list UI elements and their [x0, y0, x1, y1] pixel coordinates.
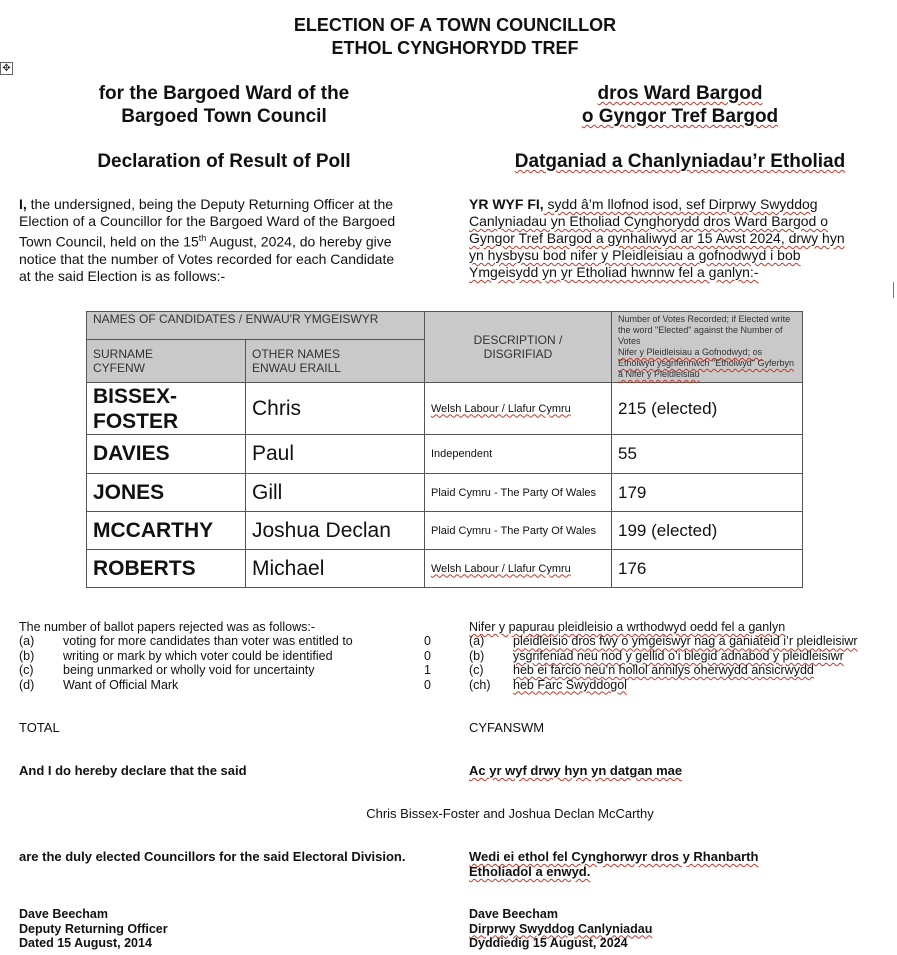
elected-cy-line2: Etholiadol a enwyd. [469, 864, 591, 879]
candidate-surname: DAVIES [87, 435, 246, 474]
intro-en-line1 [19, 196, 439, 213]
rejected-cy-text: ysgrifeniad neu nod y gellid o’i blegid adnabod y pleidleisiwr [513, 648, 844, 663]
intro-en-line4: notice that the number of Votes recorded for each Candidate [19, 250, 395, 267]
rejected-cy-item [469, 663, 889, 677]
rejected-en-label: (d) [19, 677, 35, 692]
intro-en-l3b: August, 2024, do hereby give [206, 233, 392, 250]
candidate-description [425, 550, 612, 588]
rejected-en-item [19, 663, 459, 677]
results-table [86, 311, 803, 588]
rejected-en-item [19, 649, 459, 663]
ward-welsh-line1-text: dros Ward Bargod [597, 83, 763, 104]
candidate-other-names: Chris [246, 383, 425, 435]
table-move-handle-icon[interactable]: ✥ [0, 62, 13, 75]
candidate-surname: MCCARTHY [87, 512, 246, 550]
candidate-description: Plaid Cymru - The Party Of Wales [425, 512, 612, 550]
intro-en-line2: Election of a Councillor for the Bargoed Ward of the Bargoed [19, 213, 396, 229]
rejected-en-text: being unmarked or wholly void for uncertainty [63, 663, 315, 678]
candidate-votes: 215 (elected) [612, 383, 803, 435]
declaration-heading-welsh [490, 151, 870, 173]
candidate-other-names: Paul [246, 435, 425, 474]
candidate-description: Plaid Cymru - The Party Of Wales [425, 474, 612, 512]
table-row [87, 383, 803, 435]
ward-welsh-line1 [500, 83, 860, 105]
rejected-cy-label: (c) [469, 663, 484, 678]
signature-block-english [19, 907, 168, 951]
candidates-names-header: NAMES OF CANDIDATES / ENWAU'R YMGEISWYR [87, 312, 425, 340]
rejected-en-label: (c) [19, 663, 34, 678]
intro-en-l1: the undersigned, being the Deputy Returning Officer at the [26, 196, 394, 212]
elected-cy-line1: Wedi ei ethol fel Cynghorwyr dros y Rhanbarth [469, 849, 759, 864]
rejected-en-count: 1 [424, 663, 431, 678]
description-header-line2: DISGRIFIAD [483, 347, 553, 361]
rejected-en-label: (a) [19, 634, 35, 649]
rejected-cy-label: (a) [469, 634, 485, 649]
rejected-en-count: 0 [424, 634, 431, 649]
rejected-cy-text: pleidleisio dros fwy o ymgeiswyr nag a ganiateid i’r pleidleisiwr [513, 634, 858, 649]
candidate-description: Independent [425, 435, 612, 474]
rejected-cy-label: (ch) [469, 677, 491, 692]
candidate-votes: 176 [612, 550, 803, 588]
intro-cy-line5: Ymgeisydd yn yr Etholiad hwnnw fel a ganlyn:- [469, 264, 759, 280]
other-names-header [246, 340, 425, 383]
rejected-en-count: 0 [424, 648, 431, 663]
ward-english-line2: Bargoed Town Council [121, 106, 327, 127]
ward-welsh-line2-text: o Gyngor Tref Bargod [581, 106, 779, 127]
description-header-line1: DESCRIPTION / [473, 333, 563, 347]
declaration-heading-welsh-text: Datganiad a Chanlyniadau’r Etholiad [514, 151, 846, 172]
table-row [87, 435, 803, 474]
intro-cy-l1: sydd â’m llofnod isod, sef Dirprwy Swyddog [543, 196, 818, 212]
candidate-other-names: Joshua Declan [246, 512, 425, 550]
votes-header [612, 312, 803, 383]
rejected-en-text: writing or mark by which voter could be identified [63, 648, 333, 663]
rejected-ballots-english [19, 620, 459, 692]
declare-english: And I do hereby declare that the said [19, 763, 247, 778]
surname-header [87, 340, 246, 383]
description-header [425, 312, 612, 383]
rejected-cy-item [469, 634, 889, 648]
votes-header-welsh: Nifer y Pleidleisiau a Gofnodwyd; os Etholwyd ysgrifennwch "Etholwyd" Gyferbyn â Nifer y Pleidleisiau [618, 347, 794, 379]
signatory-name-english: Dave Beecham [19, 907, 108, 921]
candidate-surname: ROBERTS [87, 550, 246, 588]
intro-cy-line1 [469, 196, 889, 213]
rejected-en-label: (b) [19, 648, 35, 663]
other-names-header-line2: ENWAU ERAILL [252, 361, 341, 376]
candidate-description-text: Welsh Labour / Llafur Cymru [431, 402, 571, 415]
rejected-cy-item [469, 678, 889, 692]
intro-cy-line3: Gyngor Tref Bargod a gynhaliwyd ar 15 Awst 2024, drwy hyn [469, 230, 845, 246]
ward-english-line1: for the Bargoed Ward of the [98, 83, 350, 104]
rejected-en-text: Want of Official Mark [63, 677, 179, 692]
rejected-cy-label: (b) [469, 648, 485, 663]
candidate-votes: 199 (elected) [612, 512, 803, 550]
intro-en-lead: I, [19, 196, 27, 212]
intro-cy-line2: Canlyniadau yn Etholiad Cynghorydd dros Ward Bargod o [469, 213, 829, 229]
rejected-ballots-welsh [469, 620, 889, 692]
rejected-cy-text: heb Farc Swyddogol [513, 677, 627, 692]
intro-en-l3sup: th [198, 233, 207, 243]
intro-paragraph-welsh [469, 196, 889, 281]
signature-date-welsh: Dyddiedig 15 August, 2024 [469, 936, 628, 950]
rejected-cy-intro: Nifer y papurau pleidleisio a wrthodwyd oedd fel a ganlyn [469, 620, 786, 634]
signatory-name-welsh: Dave Beecham [469, 907, 558, 921]
candidate-surname: BISSEX-FOSTER [87, 383, 246, 435]
rejected-cy-text: heb ei farcio neu’n hollol annilys oherwydd ansicrwydd [513, 663, 814, 678]
declaration-heading-english: Declaration of Result of Poll [97, 151, 351, 172]
elected-statement-welsh [469, 849, 758, 879]
text-cursor [893, 282, 894, 298]
candidate-surname: JONES [87, 474, 246, 512]
declare-welsh [469, 763, 682, 778]
rejected-en-text: voting for more candidates than voter was entitled to [63, 634, 353, 649]
other-names-header-line1: OTHER NAMES [252, 347, 341, 362]
candidate-votes: 179 [612, 474, 803, 512]
intro-paragraph-english [19, 196, 439, 285]
intro-cy-lead: YR WYF FI, [469, 196, 544, 212]
candidate-description [425, 383, 612, 435]
votes-header-english: Number of Votes Recorded; if Elected write the word "Elected" against the Number of Votes [618, 314, 791, 346]
signatory-role-english: Deputy Returning Officer [19, 921, 168, 936]
signatory-role-welsh: Dirprwy Swyddog Canlyniadau [469, 921, 653, 936]
candidate-description-text: Welsh Labour / Llafur Cymru [431, 562, 571, 575]
table-row [87, 512, 803, 550]
total-label-english: TOTAL [19, 720, 60, 735]
table-row [87, 550, 803, 588]
elected-statement-english: are the duly elected Councillors for the said Electoral Division. [19, 849, 406, 864]
surname-header-line1: SURNAME [93, 347, 154, 362]
table-row [87, 474, 803, 512]
total-label-welsh: CYFANSWM [469, 720, 545, 735]
rejected-en-item [19, 634, 459, 648]
intro-en-line5: at the said Election is as follows:- [19, 267, 226, 284]
intro-en-line3 [19, 230, 439, 251]
declare-welsh-text: Ac yr wyf drwy hyn yn datgan mae [469, 763, 683, 778]
intro-en-l3a: Town Council, held on the 15 [19, 233, 199, 250]
rejected-en-item [19, 678, 459, 692]
candidate-other-names: Michael [246, 550, 425, 588]
signature-date-english: Dated 15 August, 2014 [19, 936, 152, 950]
elected-candidates-names: Chris Bissex-Foster and Joshua Declan McCarthy [366, 806, 654, 821]
rejected-cy-item [469, 649, 889, 663]
ward-welsh-line2 [500, 106, 860, 128]
candidate-other-names: Gill [246, 474, 425, 512]
surname-header-line2: CYFENW [93, 361, 145, 376]
signature-block-welsh [469, 907, 652, 951]
title-english: ELECTION OF A TOWN COUNCILLOR [293, 15, 617, 35]
title-welsh: ETHOL CYNGHORYDD TREF [331, 38, 579, 58]
intro-cy-line4: yn hysbysu bod nifer y Pleidleisiau a gofnodwyd i bob [469, 247, 801, 263]
candidate-votes: 55 [612, 435, 803, 474]
rejected-en-intro: The number of ballot papers rejected was as follows:- [19, 620, 315, 634]
rejected-en-count: 0 [424, 677, 431, 692]
